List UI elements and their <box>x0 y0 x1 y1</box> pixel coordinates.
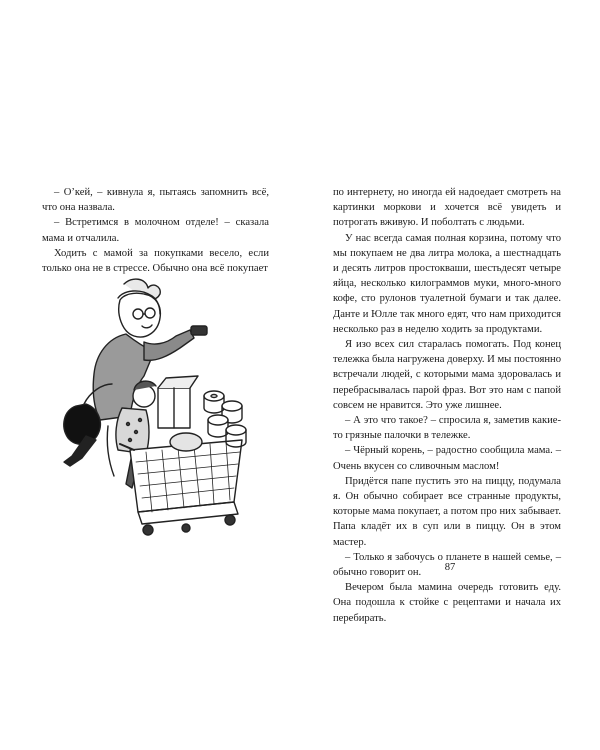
page-number: 87 <box>444 562 456 573</box>
paragraph: Вечером была мамина очередь готовить еду. Она подошла к стойке с рецептами и начала их перебирать. <box>333 582 561 624</box>
left-page-text <box>42 185 269 276</box>
right-page <box>300 0 600 750</box>
cart-wheel <box>143 525 153 535</box>
handbag <box>64 404 101 444</box>
paragraph: – Только я забочусь о планете в нашей семье, – обычно говорит он. <box>333 551 561 579</box>
paragraph: – Чёрный корень, – радостно сообщила мама. – Очень вкусен со сливочным маслом! <box>333 445 561 472</box>
paragraph: – А это что такое? – спросила я, заметив какие-то грязные палочки в тележке. <box>333 415 561 442</box>
right-page-text <box>333 185 561 626</box>
paragraph: Ходить с мамой за покупками весело, если только она не в стрессе. Обычно она всё покупает <box>42 247 269 275</box>
toilet-paper <box>204 391 224 401</box>
paragraph: – О’кей, – кивнула я, пытаясь запомнить всё, что она назвала. <box>42 187 269 214</box>
paragraph: по интернету, но иногда ей надоедает смотреть на картинки моркови и хочется всё увидеть и потрогать вживую. И поболтать с людьми. <box>333 187 561 229</box>
paragraph: У нас всегда самая полная корзина, потому что мы покупаем не два литра молока, а шестнадцать и десять литров простокваши, шестьдесят четыре яйца, несколько килограммов муки, много-много кофе, сто рулонов туалетной бумаги и так далее. Данте и Юлле так много едят, что нам приходится несколько раз в неделю ходить за продуктами. <box>333 232 561 335</box>
child-dress <box>116 408 149 454</box>
paragraph: – Встретимся в молочном отделе! – сказала мама и отчалила. <box>42 217 269 244</box>
shopping-cart-illustration <box>46 276 261 554</box>
paragraph: Придётся папе пустить это на пиццу, подумала я. Он обычно собирает все странные продукты, которые мама покупает, а потом про них забывает. Папа кладёт их в суп или в пиццу. Он в этом мастер. <box>333 475 561 548</box>
paragraph: Я изо всех сил старалась помогать. Под конец тележка была нагружена доверху. И мы постоянно встречали людей, с которыми мама здоровалась и перебрасывалась парой фраз. Вот это нам с папой совсем не нравится. Это уже лишнее. <box>333 339 561 411</box>
